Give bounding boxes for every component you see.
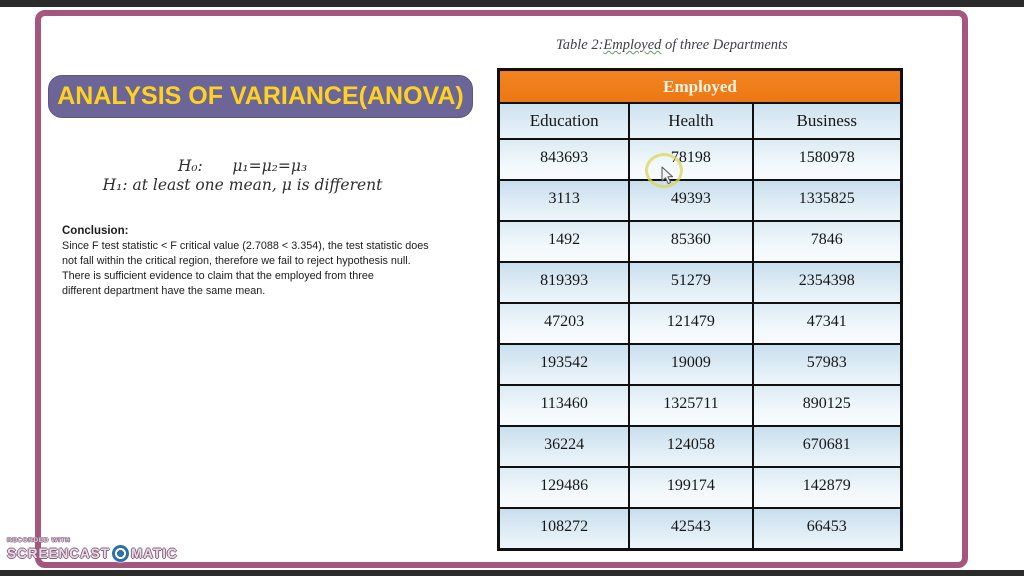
table-cell: 108272 <box>499 508 630 550</box>
table-cell: 51279 <box>629 262 752 303</box>
table-row <box>499 385 902 426</box>
column-header-education: Education <box>499 103 630 139</box>
conclusion-line: different department have the same mean. <box>62 285 266 297</box>
table-cell: 113460 <box>499 385 630 426</box>
bottom-letterbox-bar <box>0 570 1024 576</box>
watermark-brand-left: SCREENCAST <box>7 546 111 561</box>
table-cell: 121479 <box>629 303 752 344</box>
hypotheses-block <box>90 157 395 195</box>
watermark-recorded-with: RECORDED WITH <box>7 537 71 544</box>
conclusion-heading: Conclusion: <box>62 225 129 237</box>
caption-suffix: of three Departments <box>661 37 788 53</box>
table-row <box>499 508 902 550</box>
table-cell: 1580978 <box>753 139 902 180</box>
conclusion-line: Since F test statistic < F critical value (2.7088 < 3.354), the test statistic does <box>62 240 429 252</box>
table-cell: 19009 <box>629 344 752 385</box>
table-cell: 47341 <box>753 303 902 344</box>
table-cell: 2354398 <box>753 262 902 303</box>
mouse-cursor-icon <box>661 166 675 186</box>
watermark-brand-right: MATIC <box>131 546 178 561</box>
table-cell: 843693 <box>499 139 630 180</box>
watermark-brand <box>7 545 178 562</box>
table-row <box>499 303 902 344</box>
table-cell: 142879 <box>753 467 902 508</box>
column-header-row <box>499 103 902 139</box>
table-title-row <box>499 70 902 104</box>
table-row <box>499 221 902 262</box>
table-cell: 3113 <box>499 180 630 221</box>
table-cell: 85360 <box>629 221 752 262</box>
screencast-o-icon <box>112 545 129 562</box>
table-cell: 1335825 <box>753 180 902 221</box>
table-row <box>499 180 902 221</box>
table-cell: 42543 <box>629 508 752 550</box>
table-cell: 124058 <box>629 426 752 467</box>
conclusion-line: not fall within the critical region, therefore we fail to reject hypothesis null. <box>62 255 411 267</box>
top-letterbox-bar <box>0 0 1024 7</box>
table-cell: 129486 <box>499 467 630 508</box>
table-cell: 193542 <box>499 344 630 385</box>
table-cell: 670681 <box>753 426 902 467</box>
table-cell: 7846 <box>753 221 902 262</box>
caption-prefix: Table 2: <box>556 37 604 53</box>
slide-title-text: ANALYSIS OF VARIANCE(ANOVA) <box>57 82 464 110</box>
screencast-watermark <box>7 537 178 562</box>
table-cell: 57983 <box>753 344 902 385</box>
employed-table-body <box>499 139 902 550</box>
table-cell: 36224 <box>499 426 630 467</box>
table-row <box>499 344 902 385</box>
caption-term: Employed <box>603 37 662 53</box>
conclusion-block <box>62 224 472 299</box>
table-row <box>499 262 902 303</box>
conclusion-lines <box>62 239 472 299</box>
table-cell: 66453 <box>753 508 902 550</box>
table-cell: 890125 <box>753 385 902 426</box>
column-header-business: Business <box>753 103 902 139</box>
table-cell: 1325711 <box>629 385 752 426</box>
table-row <box>499 139 902 180</box>
table-row <box>499 426 902 467</box>
table-cell: 78198 <box>629 139 752 180</box>
table-cell: 199174 <box>629 467 752 508</box>
h0-line: H₀: μ₁=μ₂=μ₃ <box>177 157 308 175</box>
conclusion-line: There is sufficient evidence to claim that the employed from three <box>62 270 374 282</box>
table-row <box>499 467 902 508</box>
employed-table-wrap <box>497 68 903 551</box>
h1-line: H₁: at least one mean, μ is different <box>102 176 383 194</box>
slide-title <box>48 75 473 118</box>
table-caption <box>556 37 856 54</box>
table-cell: 49393 <box>629 180 752 221</box>
employed-table <box>497 68 903 551</box>
table-cell: 819393 <box>499 262 630 303</box>
table-cell: 47203 <box>499 303 630 344</box>
table-cell: 1492 <box>499 221 630 262</box>
column-header-health: Health <box>629 103 752 139</box>
table-title-cell: Employed <box>499 70 902 104</box>
